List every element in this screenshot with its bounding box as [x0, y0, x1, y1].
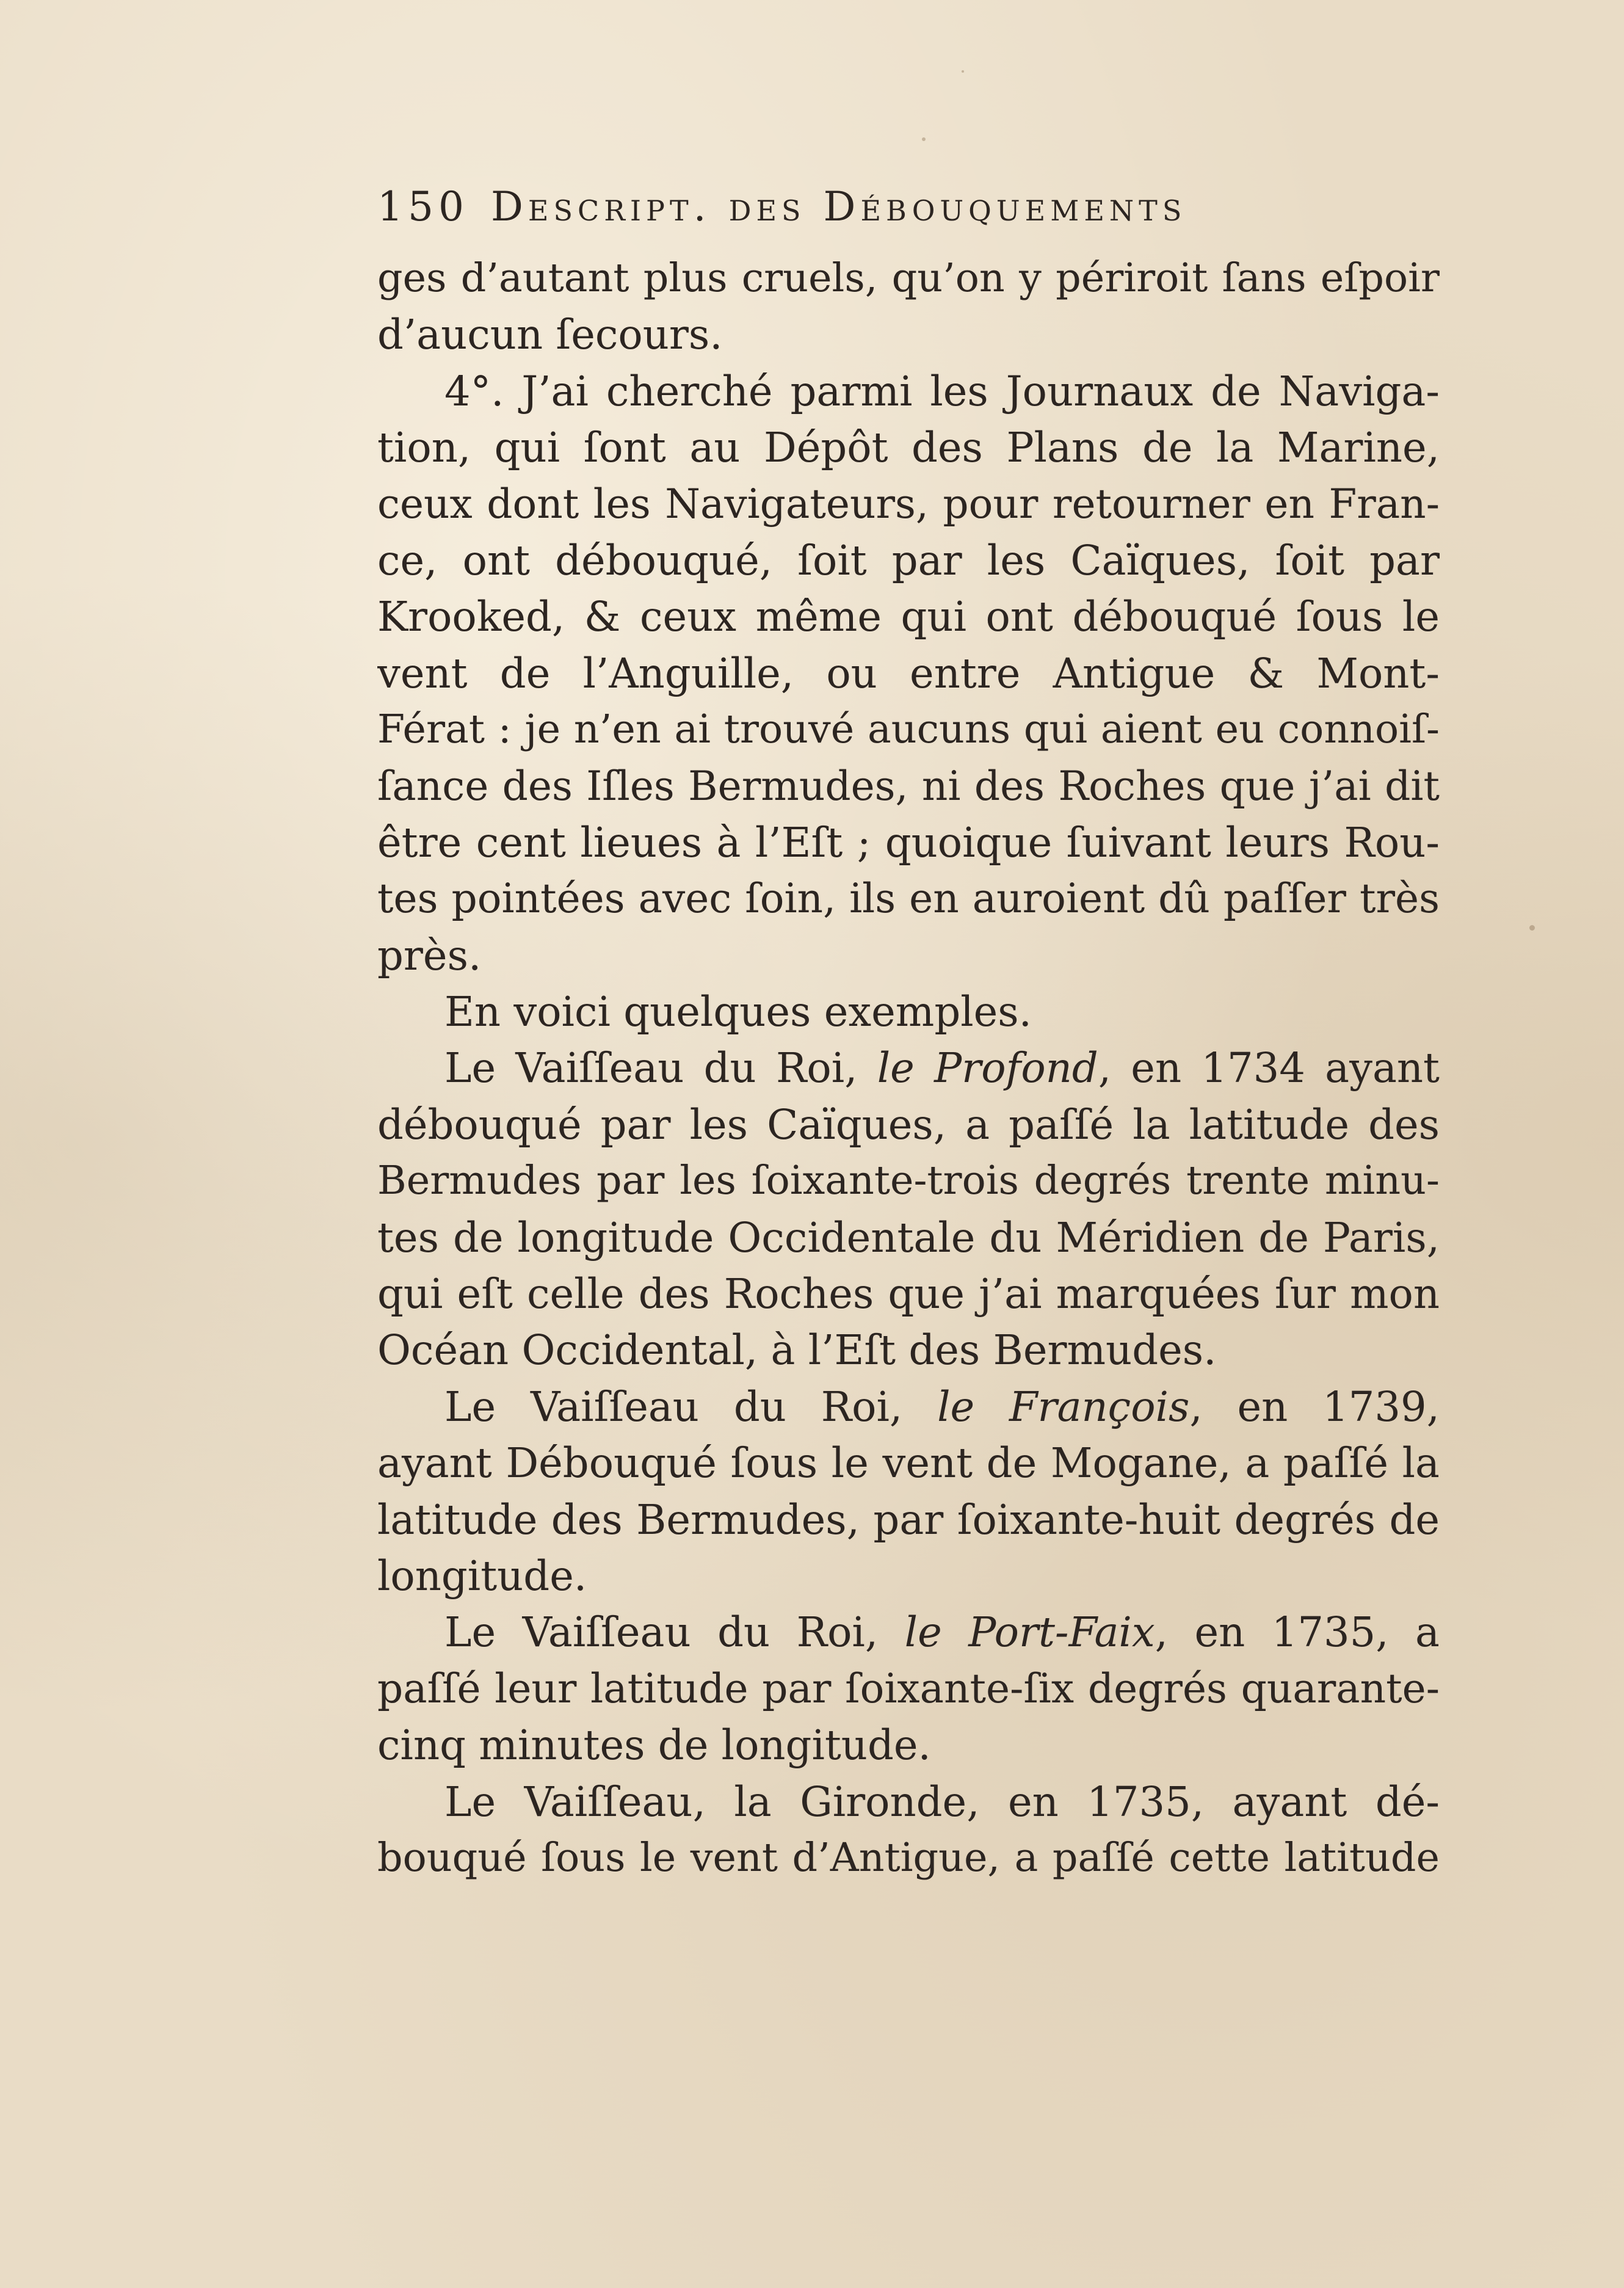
ship-name: le François	[937, 1382, 1190, 1431]
text-line: qui eſt celle des Roches que j’ai marquées ſur mon	[377, 1270, 1440, 1318]
text-line: En voici quelques exemples.	[444, 988, 1032, 1036]
text-line: vent de l’Anguille, ou entre Antigue & Mont-	[377, 649, 1440, 697]
text-line	[377, 1040, 1440, 1096]
text-line: bouqué ſous le vent d’Antigue, a paſſé cette latitude	[377, 1834, 1440, 1881]
text-line: longitude.	[377, 1552, 587, 1600]
text-line: Férat : je n’en ai trouvé aucuns qui aient eu connoiſ-	[377, 706, 1440, 753]
text-line: ayant Débouqué ſous le vent de Mogane, a paſſé la	[377, 1439, 1440, 1487]
page-number: 150	[377, 183, 469, 230]
text-line: ceux dont les Navigateurs, pour retourner en Fran-	[377, 480, 1440, 528]
text-line: Océan Occidental, à l’Eſt des Bermudes.	[377, 1326, 1217, 1375]
running-title: Descript. des Débouquements	[490, 183, 1187, 230]
text-line: débouqué par les Caïques, a paſſé la latitude des	[377, 1100, 1440, 1149]
ship-name: le Port-Faix	[904, 1608, 1155, 1657]
text-line: tes de longitude Occidentale du Méridien de Paris,	[377, 1213, 1440, 1262]
text-line	[377, 1604, 1440, 1660]
paper-speck	[1529, 925, 1535, 931]
text-run: Le Vaiſſeau du Roi,	[444, 1382, 938, 1431]
text-line: tes pointées avec ſoin, ils en auroient dû paſſer très	[377, 875, 1440, 923]
text-run: , en 1735, a	[1155, 1608, 1440, 1657]
text-line: cinq minutes de longitude.	[377, 1721, 931, 1770]
text-run: , en 1734 ayant	[1098, 1044, 1440, 1092]
ship-name: le Profond	[877, 1044, 1098, 1092]
text-line: 4°. J’ai cherché parmi les Journaux de Naviga-	[444, 367, 1440, 415]
text-line: ſance des Iſles Bermudes, ni des Roches que j’ai dit	[377, 762, 1440, 810]
text-run: Le Vaiſſeau du Roi,	[444, 1044, 877, 1092]
text-line: près.	[377, 931, 482, 979]
text-line: Le Vaiſſeau, la Gironde, en 1735, ayant dé-	[444, 1778, 1440, 1826]
paper-speck	[922, 137, 926, 141]
text-line: ce, ont débouqué, ſoit par les Caïques, ſoit par	[377, 536, 1440, 584]
body-text	[377, 250, 1440, 1886]
text-line	[377, 1379, 1440, 1435]
text-line: paſſé leur latitude par ſoixante-ſix degrés quarante-	[377, 1665, 1440, 1712]
paper-speck	[962, 70, 964, 73]
text-run: Le Vaiſſeau du Roi,	[444, 1608, 905, 1657]
text-line: Krooked, & ceux même qui ont débouqué ſous le	[377, 593, 1440, 641]
text-line: tion, qui ſont au Dépôt des Plans de la Marine,	[377, 424, 1440, 472]
text-line: ges d’autant plus cruels, qu’on y périroit ſans eſpoir	[377, 255, 1440, 301]
text-line: être cent lieues à l’Eſt ; quoique ſuivant leurs Rou-	[377, 818, 1440, 866]
text-line: Bermudes par les ſoixante-trois degrés trente minu-	[377, 1158, 1440, 1204]
running-header	[377, 183, 1379, 238]
text-run: , en 1739,	[1189, 1382, 1440, 1431]
text-line: latitude des Bermudes, par ſoixante-huit degrés de	[377, 1495, 1440, 1544]
text-line: d’aucun ſecours.	[377, 311, 723, 359]
